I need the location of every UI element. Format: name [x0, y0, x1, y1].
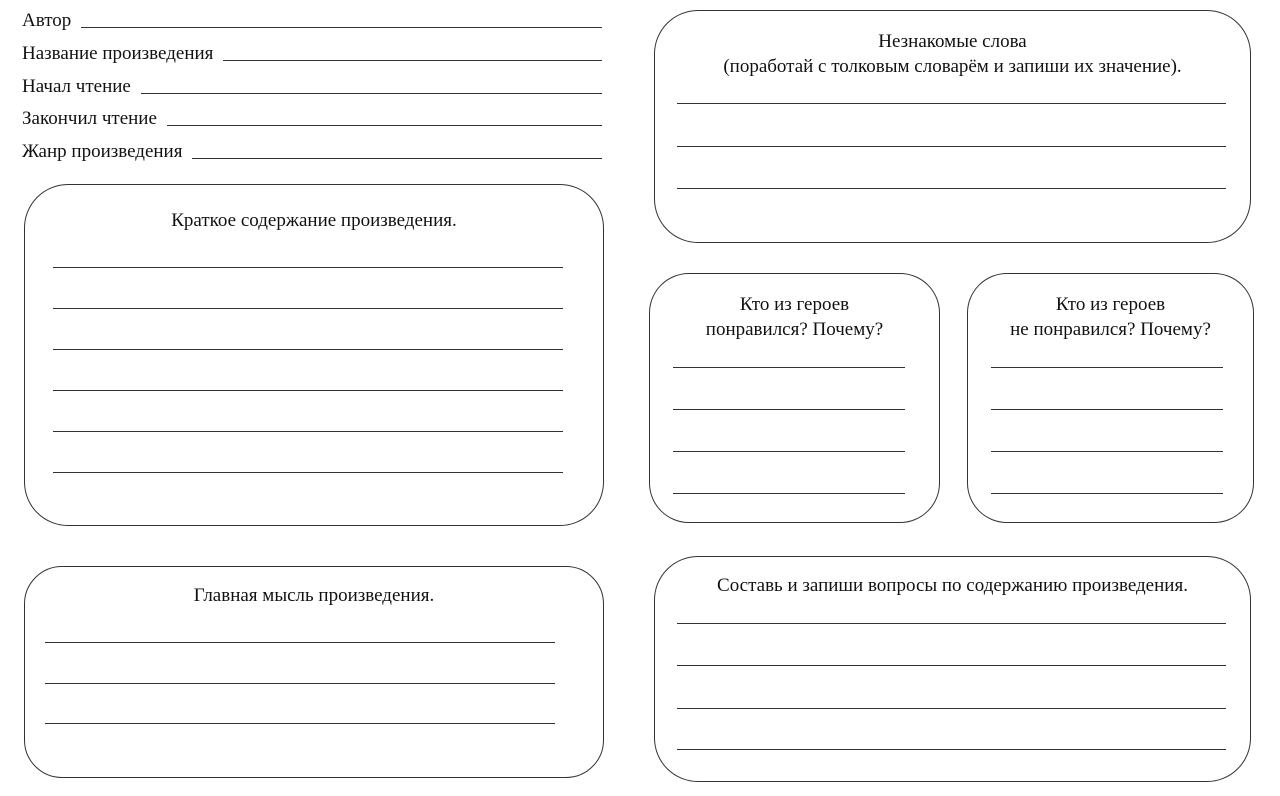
main-idea-writing-line[interactable] — [45, 683, 555, 684]
liked-hero-title: Кто из героев — [739, 294, 850, 315]
questions-writing-line[interactable] — [677, 749, 1226, 750]
unknown-words-title: Незнакомые слова — [878, 31, 1027, 52]
liked-hero-writing-line[interactable] — [673, 493, 905, 494]
start-reading-label: Начал чтение — [22, 76, 131, 97]
questions-box — [654, 556, 1251, 782]
finish-reading-field[interactable] — [22, 104, 602, 130]
main-idea-box — [24, 566, 604, 778]
unknown-words-box — [654, 10, 1251, 243]
unknown-words-writing-line[interactable] — [677, 103, 1226, 104]
title-label: Название произведения — [22, 43, 214, 64]
finish-reading-input-line[interactable] — [167, 125, 602, 126]
unknown-words-writing-line[interactable] — [677, 146, 1226, 147]
disliked-hero-subtitle: не понравился? Почему? — [1010, 319, 1211, 340]
genre-field[interactable] — [22, 137, 602, 163]
title-field[interactable] — [22, 39, 602, 65]
main-idea-writing-line[interactable] — [45, 642, 555, 643]
summary-box — [24, 184, 604, 526]
questions-writing-line[interactable] — [677, 708, 1226, 709]
main-idea-title: Главная мысль произведения. — [193, 585, 435, 606]
main-idea-writing-line[interactable] — [45, 723, 555, 724]
unknown-words-writing-line[interactable] — [677, 188, 1226, 189]
start-reading-field[interactable] — [22, 72, 602, 98]
summary-writing-line[interactable] — [53, 431, 563, 432]
disliked-hero-writing-line[interactable] — [991, 367, 1223, 368]
unknown-words-subtitle: (поработай с толковым словарём и запиши их значение). — [723, 56, 1182, 77]
author-input-line[interactable] — [81, 27, 602, 28]
summary-writing-line[interactable] — [53, 472, 563, 473]
author-field[interactable] — [22, 6, 602, 32]
liked-hero-writing-line[interactable] — [673, 367, 905, 368]
disliked-hero-box — [967, 273, 1254, 523]
disliked-hero-writing-line[interactable] — [991, 451, 1223, 452]
disliked-hero-writing-line[interactable] — [991, 493, 1223, 494]
questions-writing-line[interactable] — [677, 665, 1226, 666]
disliked-hero-title: Кто из героев — [1055, 294, 1166, 315]
summary-title: Краткое содержание произведения. — [171, 210, 457, 231]
summary-writing-line[interactable] — [53, 308, 563, 309]
title-input-line[interactable] — [223, 60, 602, 61]
genre-label: Жанр произведения — [22, 141, 183, 162]
summary-writing-line[interactable] — [53, 267, 563, 268]
start-reading-input-line[interactable] — [141, 93, 602, 94]
summary-writing-line[interactable] — [53, 390, 563, 391]
author-label: Автор — [22, 10, 72, 31]
liked-hero-box — [649, 273, 940, 523]
liked-hero-writing-line[interactable] — [673, 409, 905, 410]
summary-writing-line[interactable] — [53, 349, 563, 350]
questions-title: Составь и запиши вопросы по содержанию произведения. — [717, 575, 1188, 596]
questions-writing-line[interactable] — [677, 623, 1226, 624]
genre-input-line[interactable] — [192, 158, 602, 159]
finish-reading-label: Закончил чтение — [22, 108, 157, 129]
liked-hero-subtitle: понравился? Почему? — [705, 319, 884, 340]
liked-hero-writing-line[interactable] — [673, 451, 905, 452]
disliked-hero-writing-line[interactable] — [991, 409, 1223, 410]
